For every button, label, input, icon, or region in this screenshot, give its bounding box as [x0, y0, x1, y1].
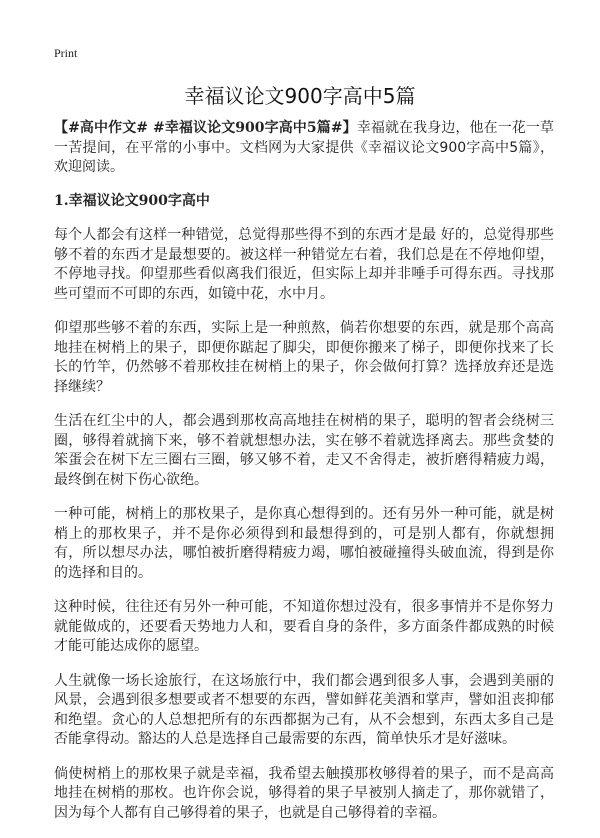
intro-text: 幸福就在我身边，他在一花一草一苦提间，在平常的小事中。文档网为大家提供《幸福议论文900字高中5篇》，欢迎阅读。	[54, 120, 555, 175]
section-heading: 1.幸福议论文900字高中	[54, 192, 210, 209]
intro-paragraph	[54, 119, 554, 178]
paragraph: 人生就像一场长途旅行，在这场旅行中，我们都会遇到很多人事，会遇到美丽的风景，会遇到很多想要或者不想要的东西，譬如鲜花美酒和掌声，譬如沮丧抑郁和绝望。贪心的人总想把所有的东西都据为己有，从不会想到，东西太多自己是否能拿得动。豁达的人总是选择自己最需要的东西，简单快乐才是好滋味。	[54, 672, 554, 747]
page-title: 幸福议论文900字高中5篇	[184, 84, 416, 108]
paragraph: 生活在红尘中的人，都会遇到那枚高高地挂在树梢的果子，聪明的智者会绕树三圈，够得着就摘下来，够不着就想想办法，实在够不着就选择离去。那些贪婪的笨蛋会在树下左三圈右三圈，够又够不着，走又不舍得走，被折磨得精疲力竭，最终倒在树下伤心欲绝。	[54, 413, 554, 488]
paragraph: 一种可能，树梢上的那枚果子，是你真心想得到的。还有另外一种可能，就是树梢上的那枚果子，并不是你必须得到和最想得到的，可是别人都有，你就想拥有，所以想尽办法，哪怕被折磨得精疲力竭，哪怕被碰撞得头破血流，得到是你的选择和目的。	[54, 506, 554, 581]
print-link[interactable]: Print	[54, 46, 78, 60]
paragraph: 这种时候，往往还有另外一种可能，不知道你想过没有，很多事情并不是你努力就能做成的，还要看天势地力人和，要看自身的条件，多方面条件都成熟的时候才能可能达成你的愿望。	[54, 599, 554, 654]
paragraph: 仰望那些够不着的东西，实际上是一种煎熬，倘若你想要的东西，就是那个高高地挂在树梢上的果子，即便你踮起了脚尖，即便你搬来了梯子，即便你找来了长长的竹竿，仍然够不着那枚挂在树梢上的果子，你会做何打算？选择放弃还是选择继续？	[54, 320, 554, 395]
paragraph: 倘使树梢上的那枚果子就是幸福，我希望去触摸那枚够得着的果子，而不是高高地挂在树梢的那枚。也许你会说，够得着的果子早被别人摘走了，那你就错了，因为每个人都有自己够得着的果子，也就是自己够得着的幸福。	[54, 765, 554, 821]
article-body	[54, 119, 554, 838]
intro-tag: 【#高中作文# #幸福议论文900字高中5篇#】	[54, 120, 357, 136]
paragraph: 每个人都会有这样一种错觉，总觉得那些得不到的东西才是最 好的，总觉得那些够不着的东西才是最想要的。被这样一种错觉左右着，我们总是在不停地仰望，不停地寻找。仰望那些看似离我们很近，但实际上却并非唾手可得东西。寻找那些可望而不可即的东西，如镜中花，水中月。	[54, 227, 554, 302]
